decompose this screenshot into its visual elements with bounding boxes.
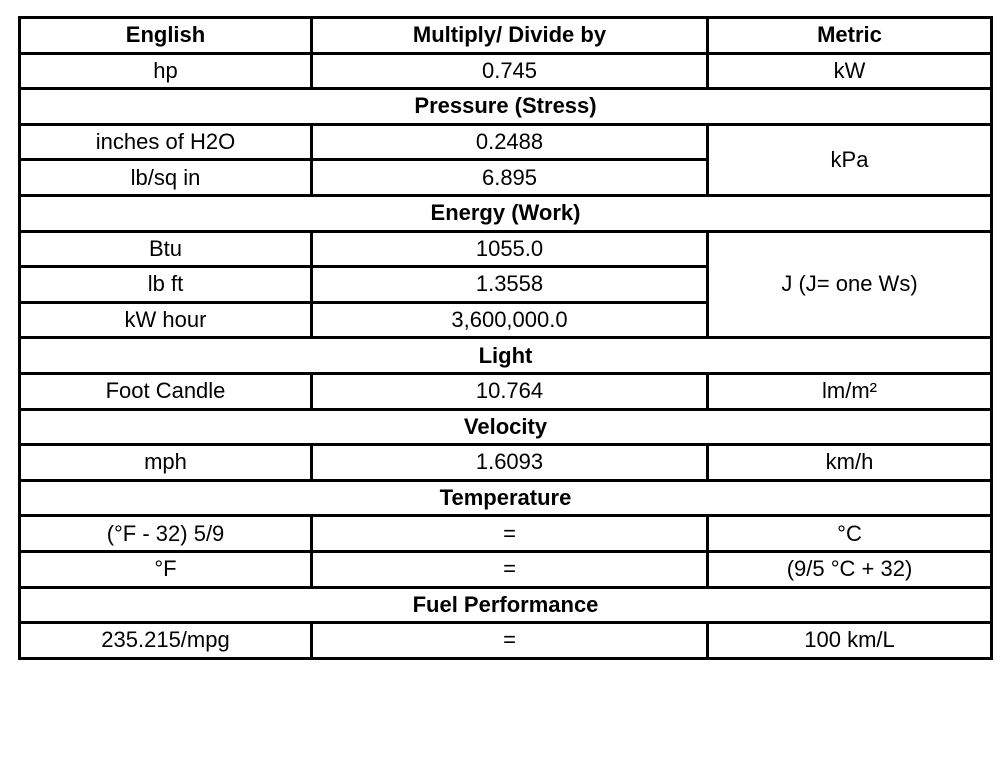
- section-title: Light: [20, 338, 992, 374]
- table-row: [20, 124, 992, 160]
- factor-cell: 1.6093: [312, 445, 708, 481]
- factor-cell: 1.3558: [312, 267, 708, 303]
- factor-cell: =: [312, 516, 708, 552]
- section-title: Velocity: [20, 409, 992, 445]
- factor-cell: 6.895: [312, 160, 708, 196]
- factor-cell: 1055.0: [312, 231, 708, 267]
- metric-cell: kPa: [708, 124, 992, 195]
- metric-cell: 100 km/L: [708, 623, 992, 659]
- section-row-temperature: [20, 480, 992, 516]
- english-cell: (°F - 32) 5/9: [20, 516, 312, 552]
- english-cell: lb/sq in: [20, 160, 312, 196]
- header-metric: Metric: [708, 18, 992, 54]
- table-row: [20, 445, 992, 481]
- section-title: Pressure (Stress): [20, 89, 992, 125]
- section-row-energy: [20, 195, 992, 231]
- metric-cell: J (J= one Ws): [708, 231, 992, 338]
- header-row: [20, 18, 992, 54]
- english-cell: Btu: [20, 231, 312, 267]
- conversion-table: [18, 16, 993, 660]
- table-row: [20, 516, 992, 552]
- section-title: Temperature: [20, 480, 992, 516]
- english-cell: lb ft: [20, 267, 312, 303]
- factor-cell: =: [312, 623, 708, 659]
- table-row: [20, 623, 992, 659]
- english-cell: Foot Candle: [20, 373, 312, 409]
- header-factor: Multiply/ Divide by: [312, 18, 708, 54]
- english-cell: hp: [20, 53, 312, 89]
- english-cell: °F: [20, 551, 312, 587]
- table-row: [20, 373, 992, 409]
- section-title: Energy (Work): [20, 195, 992, 231]
- english-cell: inches of H2O: [20, 124, 312, 160]
- header-english: English: [20, 18, 312, 54]
- factor-cell: 10.764: [312, 373, 708, 409]
- metric-cell: (9/5 °C + 32): [708, 551, 992, 587]
- factor-cell: 3,600,000.0: [312, 302, 708, 338]
- metric-cell: kW: [708, 53, 992, 89]
- section-row-light: [20, 338, 992, 374]
- section-title: Fuel Performance: [20, 587, 992, 623]
- table-row: [20, 551, 992, 587]
- english-cell: 235.215/mpg: [20, 623, 312, 659]
- section-row-fuel: [20, 587, 992, 623]
- table-row: [20, 231, 992, 267]
- table-row: [20, 53, 992, 89]
- factor-cell: 0.2488: [312, 124, 708, 160]
- section-row-velocity: [20, 409, 992, 445]
- english-cell: mph: [20, 445, 312, 481]
- metric-cell: lm/m²: [708, 373, 992, 409]
- section-row-pressure: [20, 89, 992, 125]
- factor-cell: =: [312, 551, 708, 587]
- metric-cell: km/h: [708, 445, 992, 481]
- english-cell: kW hour: [20, 302, 312, 338]
- factor-cell: 0.745: [312, 53, 708, 89]
- metric-cell: °C: [708, 516, 992, 552]
